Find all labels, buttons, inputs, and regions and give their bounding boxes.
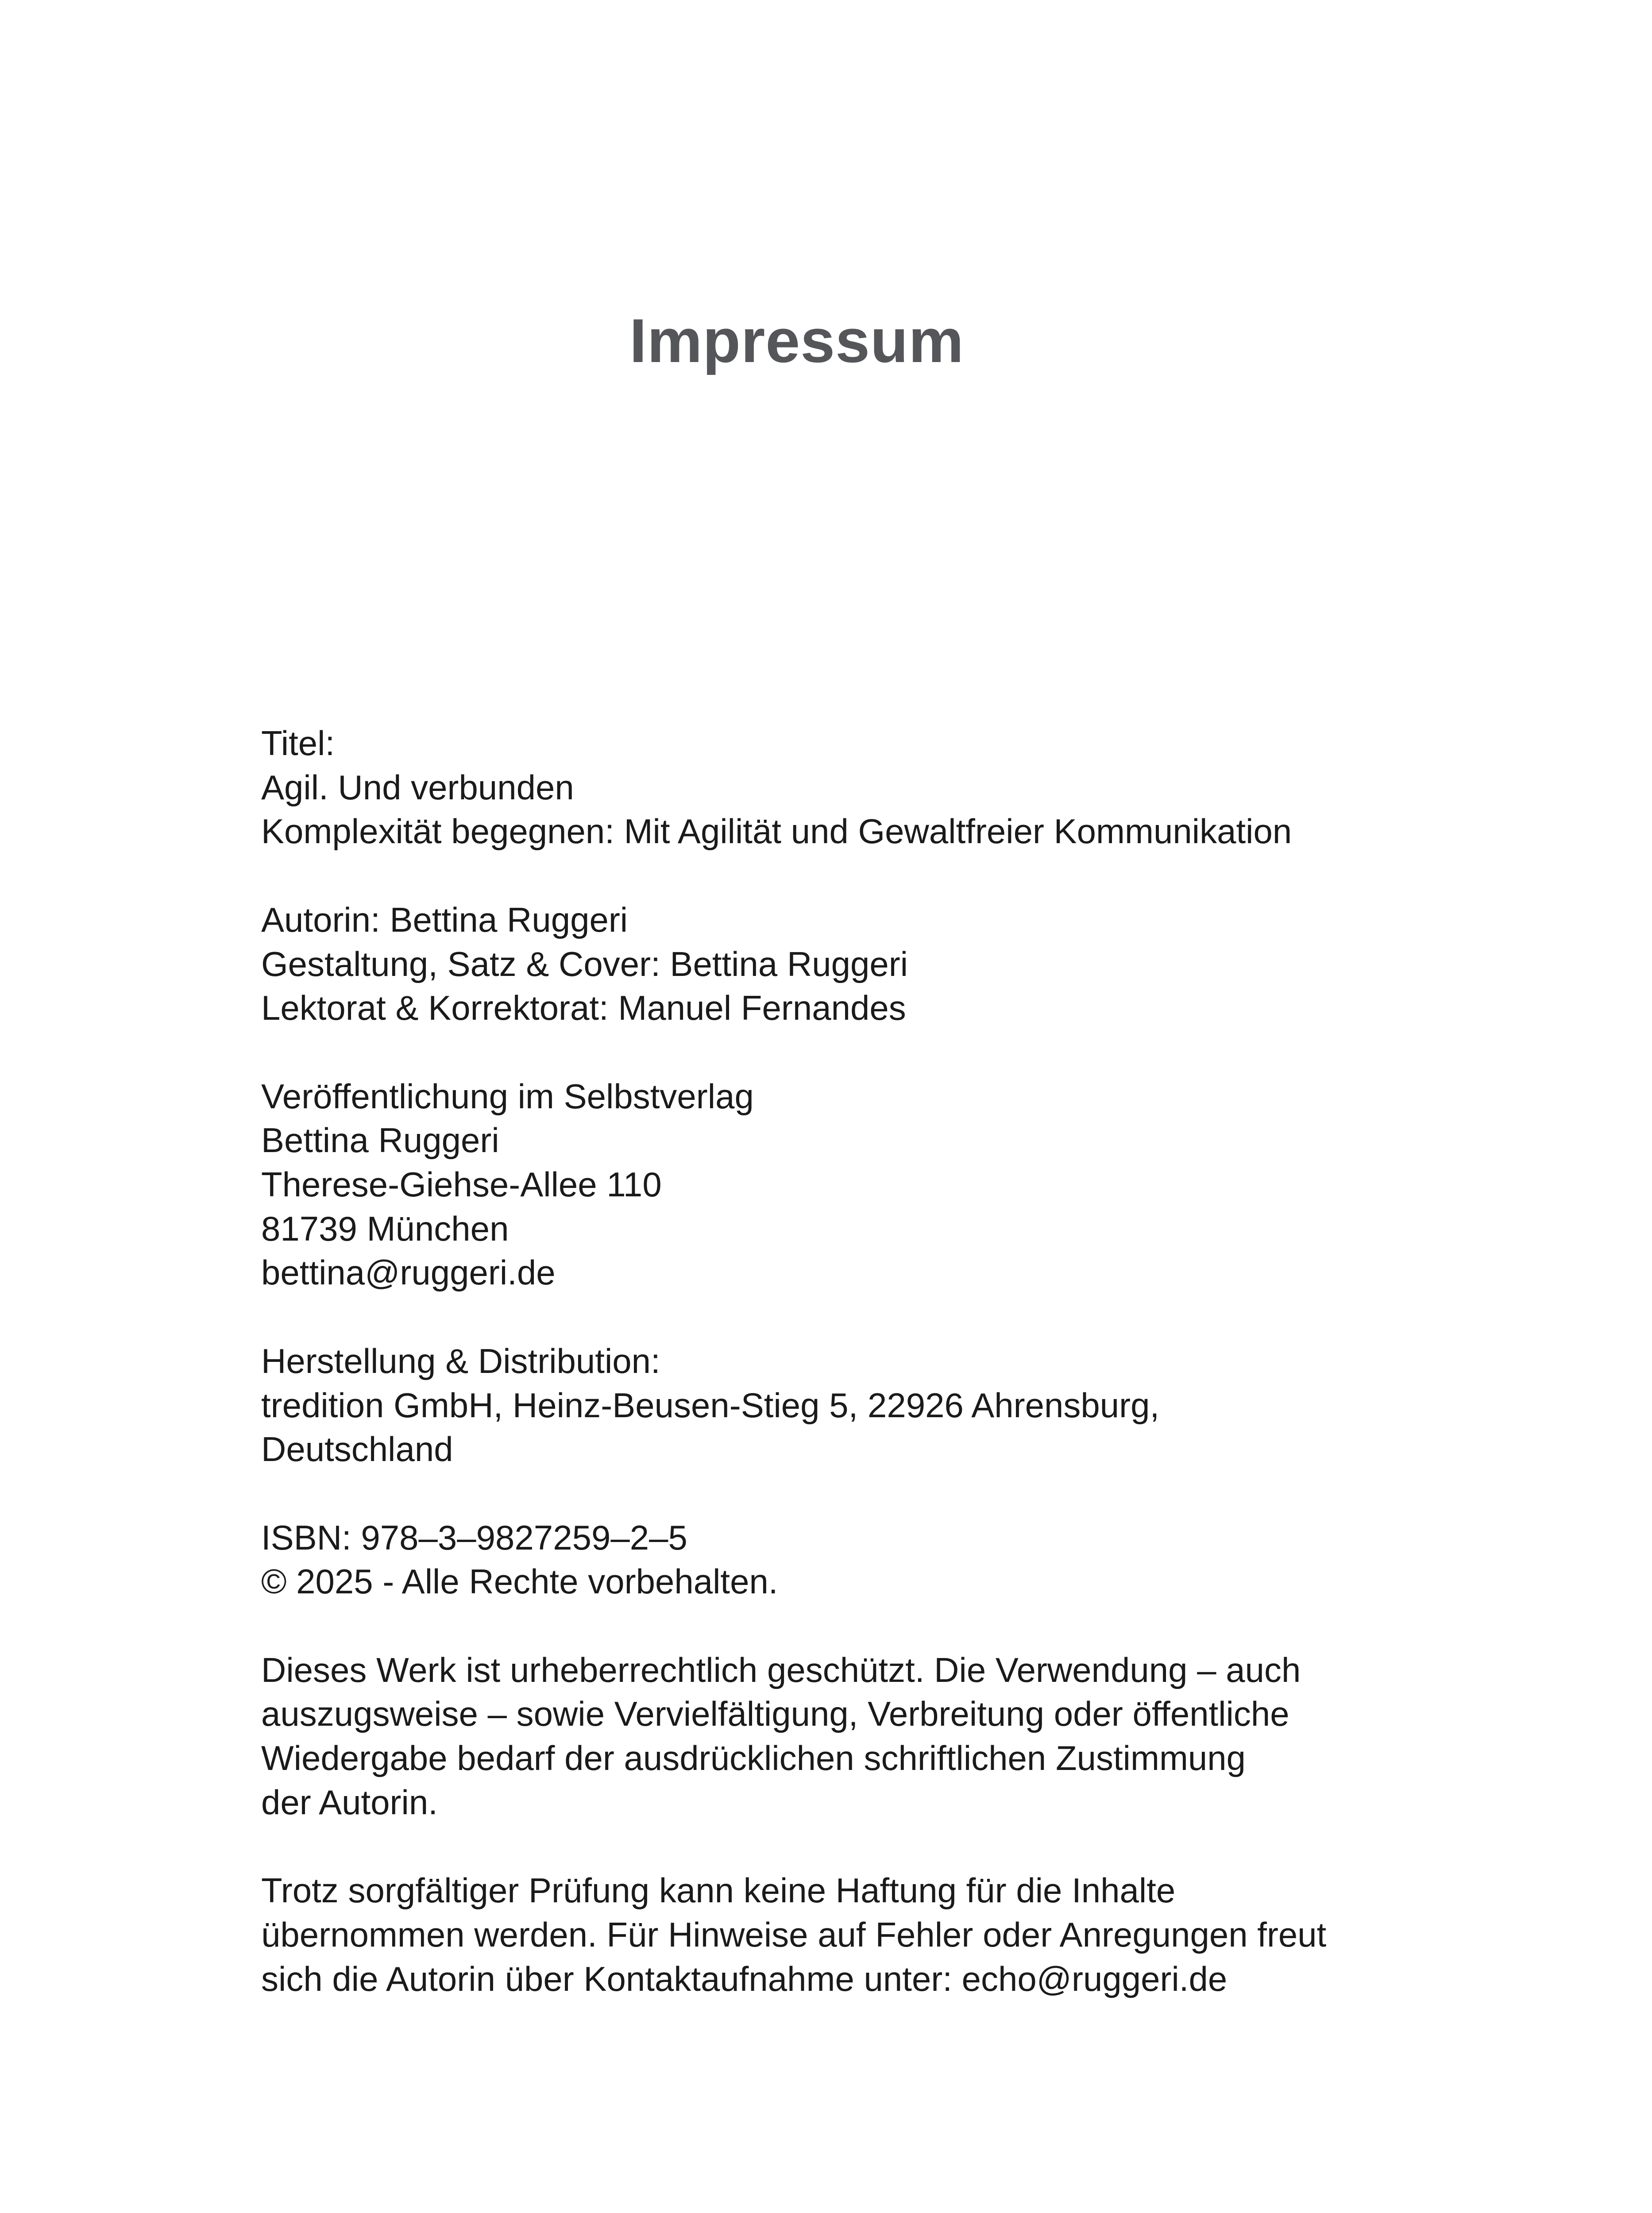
copyright-text-line: Dieses Werk ist urheberrechtlich geschützt. Die Verwendung – auch [261, 1650, 1301, 1689]
copyright-line: © 2025 - Alle Rechte vorbehalten. [261, 1562, 778, 1601]
distribution-country: Deutschland [261, 1430, 453, 1469]
publisher-street: Therese-Giehse-Allee 110 [261, 1165, 662, 1204]
disclaimer-text-line: sich die Autorin über Kontaktaufnahme unter: echo@ruggeri.de [261, 1959, 1227, 1998]
title-block [261, 721, 1412, 854]
publisher-block [261, 1075, 1412, 1295]
disclaimer-text-line: Trotz sorgfältiger Prüfung kann keine Haftung für die Inhalte [261, 1871, 1176, 1910]
author-line: Autorin: Bettina Ruggeri [261, 900, 628, 939]
book-subtitle: Komplexität begegnen: Mit Agilität und Gewaltfreier Kommunikation [261, 812, 1292, 851]
publisher-city: 81739 München [261, 1209, 509, 1248]
isbn-block [261, 1516, 1412, 1604]
publisher-email: bettina@ruggeri.de [261, 1253, 556, 1292]
copyright-text-line: auszugsweise – sowie Vervielfältigung, Verbreitung oder öffentliche [261, 1694, 1289, 1734]
copyright-text-line: der Autorin. [261, 1782, 438, 1822]
editing-line: Lektorat & Korrektorat: Manuel Fernandes [261, 988, 906, 1028]
publisher-label: Veröffentlichung im Selbstverlag [261, 1076, 754, 1116]
publisher-name: Bettina Ruggeri [261, 1121, 499, 1160]
distribution-address: tredition GmbH, Heinz-Beusen-Stieg 5, 22926 Ahrensburg, [261, 1385, 1160, 1425]
copyright-text-line: Wiedergabe bedarf der ausdrücklichen schriftlichen Zustimmung [261, 1739, 1246, 1778]
disclaimer-block [261, 1869, 1412, 2001]
book-title: Agil. Und verbunden [261, 767, 574, 807]
page-title: Impressum [629, 306, 964, 375]
credits-block [261, 898, 1412, 1030]
isbn-line: ISBN: 978–3–9827259–2–5 [261, 1518, 687, 1557]
design-line: Gestaltung, Satz & Cover: Bettina Ruggeri [261, 944, 908, 983]
title-label: Titel: [261, 724, 335, 763]
disclaimer-text-line: übernommen werden. Für Hinweise auf Fehler oder Anregungen freut [261, 1915, 1327, 1954]
copyright-block [261, 1648, 1412, 1825]
impressum-content [261, 721, 1412, 2001]
distribution-block [261, 1339, 1412, 1472]
distribution-label: Herstellung & Distribution: [261, 1341, 660, 1380]
